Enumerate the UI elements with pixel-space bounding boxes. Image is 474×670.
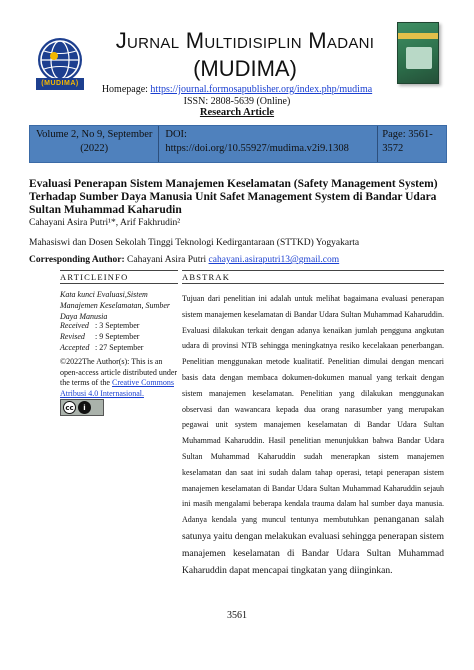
date-label: Revised (60, 332, 85, 341)
corresponding-author (29, 255, 339, 265)
date-value: : 3 September (95, 321, 140, 330)
issn: ISSN: 2808-5639 (Online) (183, 96, 291, 107)
homepage-line (0, 84, 474, 95)
abstract-body (182, 291, 444, 580)
article-dates (60, 320, 143, 353)
abstract-heading: ABSTRAK (182, 272, 231, 282)
date-value: : 27 September (95, 343, 144, 352)
license-link[interactable]: Creative Commons Atribusi 4.0 Internasional. (60, 378, 174, 398)
doi-link[interactable]: https://doi.org/10.55927/mudima.v2i9.1308 (165, 143, 349, 154)
date-revised (60, 331, 143, 342)
journal-cover-image (397, 22, 439, 84)
abstract-rule-mid (182, 283, 444, 284)
journal-header (0, 0, 474, 135)
journal-title-text: Jurnal Multidisiplin Madani (115, 28, 375, 53)
author-affiliation: Mahasiswi dan Dosen Sekolah Tinggi Teknologi Kedirgantaraan (STTKD) Yogyakarta (29, 238, 360, 248)
homepage-link[interactable]: https://journal.formosapublisher.org/index.php/mudima (150, 84, 373, 95)
corresponding-label: Corresponding Author: (29, 255, 125, 265)
doi-label: DOI: (165, 129, 187, 140)
license-statement (60, 357, 180, 399)
attribution-icon: i (78, 401, 91, 414)
volume-cell: Volume 2, No 9, September (2022) (30, 126, 159, 162)
article-title: Evaluasi Penerapan Sistem Manajemen Keselamatan (Safety Management System) Terhadap Sumber Daya Manusia Unit Safet Management System di Bandar Udara Sultan Muhammad Kaharudin (29, 178, 438, 216)
date-label: Accepted (60, 343, 90, 352)
article-info-heading: ARTICLEINFO (60, 272, 129, 282)
article-meta-bar (29, 125, 447, 163)
logo-label: (MUDIMA) (41, 80, 79, 87)
page-range-cell: Page: 3561-3572 (382, 129, 433, 154)
abstract-paragraph-2: penanganan salah satunya yaitu dengan melakukan evaluasi sehingga penerapan sistem manajemen keselamatan di Bandar Udara Sultan Muhammad Kaharuddin dapat mencapai tingkatan yang diinginkan. (182, 515, 444, 577)
date-value: : 9 September (95, 332, 140, 341)
article-authors: Cahayani Asira Putri¹*, Arif Fakhrudin² (29, 218, 181, 228)
license-text: ©2022The Author(s): This is an open-access article distributed under the terms of the (60, 357, 178, 387)
cover-band (398, 33, 438, 39)
homepage-label: Homepage: (101, 84, 148, 95)
info-rule-mid (60, 283, 178, 284)
date-received (60, 320, 143, 331)
doi-cell (159, 126, 378, 162)
corresponding-email[interactable]: cahayani.asiraputri13@gmail.com (208, 255, 340, 265)
cover-illustration (406, 47, 432, 69)
keywords: Kata kunci Evaluasi,Sistem Manajemen Keselamatan, Sumber Daya Manusia (60, 290, 170, 321)
info-rule-top (60, 270, 178, 271)
corresponding-name: Cahayani Asira Putri (127, 255, 207, 265)
cc-icon: cc (63, 401, 76, 414)
journal-title (115, 28, 375, 54)
cc-by-badge[interactable] (60, 399, 104, 416)
article-type: Research Article (199, 107, 275, 118)
abstract-rule-top (182, 270, 444, 271)
journal-abbrev: (MUDIMA) (193, 56, 297, 81)
date-label: Received (60, 321, 89, 330)
page-number: 3561 (227, 610, 247, 621)
date-accepted (60, 342, 143, 353)
abstract-paragraph-1: Tujuan dari penelitian ini adalah untuk melihat bagaimana evaluasi penerapan sistem manajemen keselamatan di Bandar Udara Sultan Muhammad Kaharuddin. Evaluasi dilakukan terkait dengan adanya kenaikan jumlah pengguna angkutan udara di provinsi NTB sehingga meningkatnya resiko kecelakaan penerbangan. Penelitian menggunakan metode kualitatif. Penelitian dimulai dengan mencari basis data dengan membaca dokumen-dokumen manual yang terkait dengan sistem manajemen keselamatan. Penelitian yang dilakukan menggunakan observasi dan wawancara kepada dua orang narasumber yang merupakan pegawai unit system manajemen keselamatan di Bandar Udara Sultan Muhammad Kaharuddin. Hasil penelitian menunjukkan bahwa Bandar Udara Sultan Muhammad Kaharuddin sudah menerapkan sistem manajemen keselamatan dan saat ini sudah dalam tahap operasi, tetapi penerapan sistem manajemen keselamatan di Bandar Udara Sultan Muhammad Kaharuddin sejauh ini masih mengalami beberapa kendala trauma dalam hal sumber daya manusia. Adanya kendala yang muncul tentunya membutuhkan (182, 294, 444, 525)
